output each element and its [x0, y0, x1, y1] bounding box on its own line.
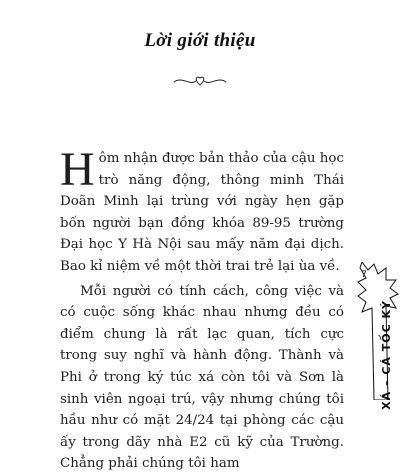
page-number: 7 [361, 270, 367, 280]
paragraph-1 [60, 143, 344, 278]
heart-swirl-icon [172, 72, 228, 88]
chapter-side-label: XÁ – CÁ TỐC KÝ [380, 300, 393, 410]
comic-burst-icon [356, 262, 400, 400]
drop-cap: H [60, 143, 95, 196]
paragraph-1-text: ôm nhận được bản thảo của cậu học trò năng động, thông minh Thái Doãn Minh lại trùng với ngày hẹn gặp bốn người bạn đồng khóa 89-95 trường Đại học Y Hà Nội sau mấy năm đại dịch. Bao kỉ niệm về một thời trai trẻ lại ùa về. [60, 151, 344, 274]
page-title: Lời giới thiệu [144, 30, 256, 51]
intro-text [60, 143, 344, 475]
paragraph-2: Mỗi người có tính cách, công việc và có cuộc sống khác nhau nhưng đều có điểm chung là rất lạc quan, tích cực trong suy nghĩ và hành động. Thành và Phi ở trong ký túc xá còn tôi và Sơn là sinh viên ngoại trú, vậy nhưng chúng tôi hầu như có mặt 24/24 tại phòng các cậu ấy trong dãy nhà E2 cũ kỹ của Trường. Chẳng phải chúng tôi ham [60, 283, 344, 472]
